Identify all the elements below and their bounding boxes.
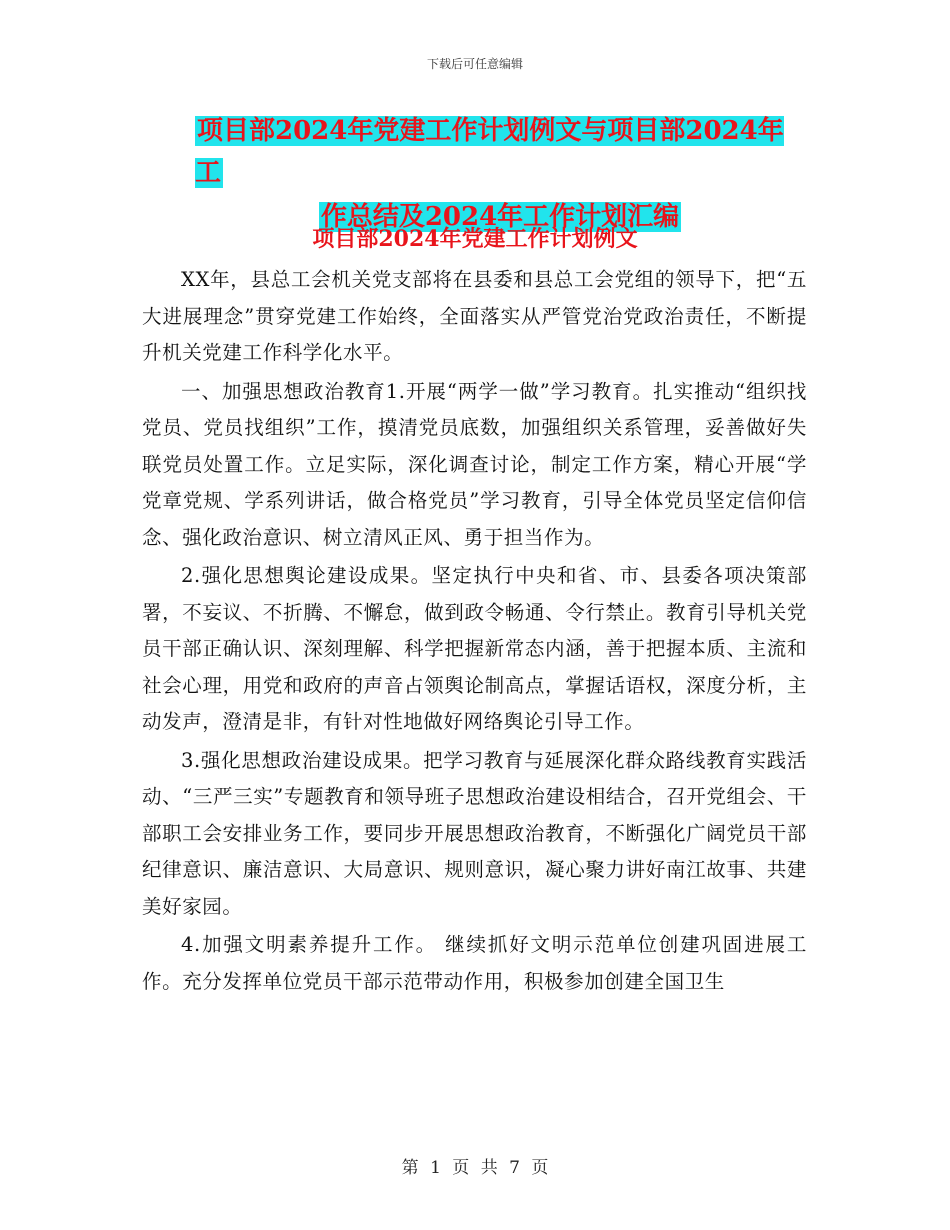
paragraph: 4.加强文明素养提升工作。 继续抓好文明示范单位创建巩固进展工作。充分发挥单位党员干部示范带动作用，积极参加创建全国卫生	[142, 933, 807, 993]
paragraph: 3.强化思想政治建设成果。把学习教育与延展深化群众路线教育实践活动、“三严三实”专题教育和领导班子思想政治建设相结合，召开党组会、干部职工会安排业务工作，要同步开展思想政治教育，不断强化广阔党员干部纪律意识、廉洁意识、大局意识、规则意识，凝心聚力讲好南江故事、共建美好家园。	[142, 748, 807, 918]
title-highlight: 作总结及2024年工作计划汇编	[320, 202, 680, 232]
document-body	[142, 262, 807, 1002]
paragraph: 2.强化思想舆论建设成果。坚定执行中央和省、市、县委各项决策部署，不妄议、不折腾、不懈怠，做到政令畅通、令行禁止。教育引导机关党员干部正确认识、深刻理解、科学把握新常态内涵，善于把握本质、主流和社会心理，用党和政府的声音占领舆论制高点，掌握话语权，深度分析，主动发声，澄清是非，有针对性地做好网络舆论引导工作。	[142, 564, 807, 733]
paragraph: 一、加强思想政治教育1.开展“两学一做”学习教育。扎实推动“组织找党员、党员找组织”工作，摸清党员底数，加强组织关系管理，妥善做好失联党员处置工作。立足实际，深化调查讨论，制定工作方案，精心开展“学党章党规、学系列讲话，做合格党员”学习教育，引导全体党员坚定信仰信念、强化政治意识、树立清风正风、勇于担当作为。	[142, 379, 807, 549]
document-title	[195, 110, 805, 238]
paragraph: XX年，县总工会机关党支部将在县委和县总工会党组的领导下，把“五大进展理念”贯穿党建工作始终，全面落实从严管党治党政治责任，不断提升机关党建工作科学化水平。	[142, 268, 807, 364]
document-title-line-1	[195, 110, 805, 194]
page-footer: 第 1 页 共 7 页	[401, 1158, 549, 1178]
section-title: 项目部2024年党建工作计划例文	[312, 226, 638, 252]
header-note: 下载后可任意编辑	[426, 57, 523, 71]
title-highlight: 项目部2024年党建工作计划例文与项目部2024年工	[195, 116, 784, 188]
